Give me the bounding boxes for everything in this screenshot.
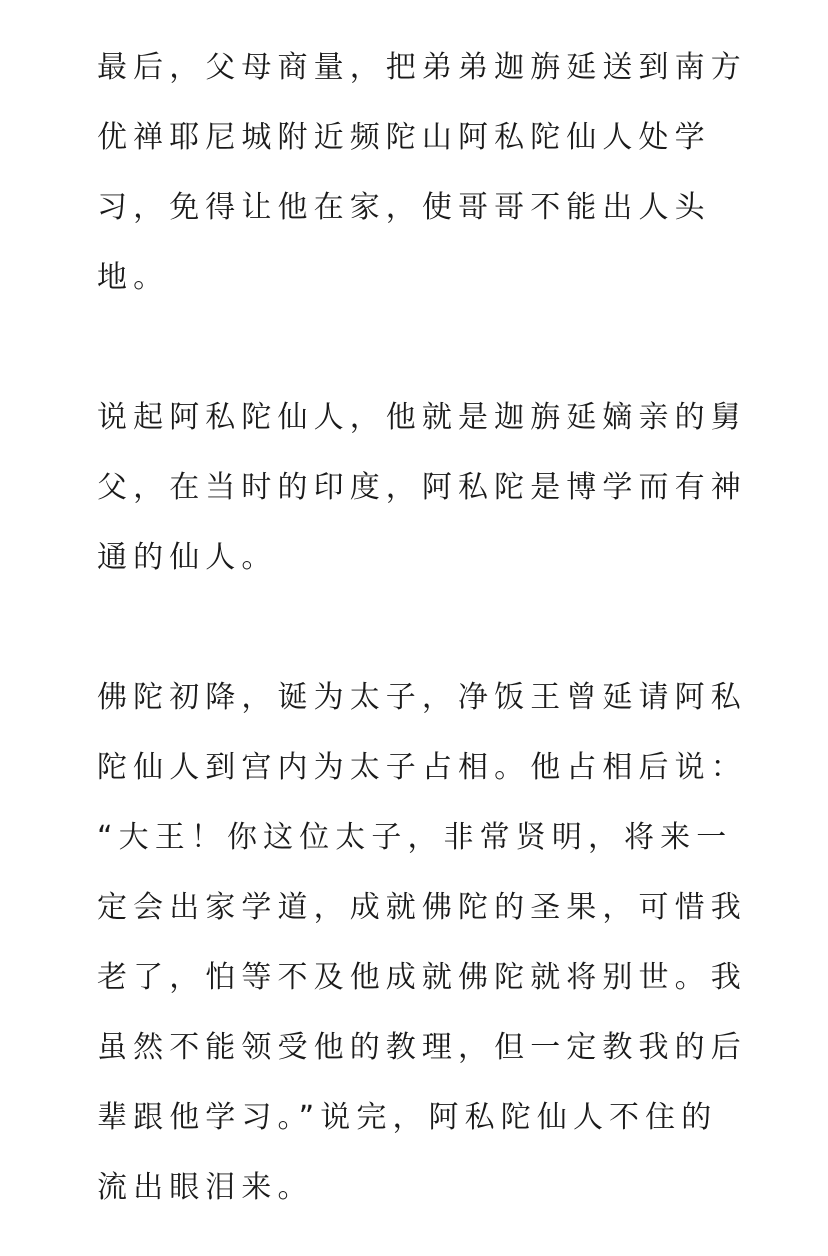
text-line: 地。	[97, 260, 170, 295]
text-line: 通的仙人。	[97, 540, 278, 575]
text-line: 流出眼泪来。	[97, 1170, 314, 1205]
text-line: 父，在当时的印度，阿私陀是博学而有神	[97, 470, 747, 505]
paragraph-3	[97, 663, 747, 1223]
paragraph-spacer	[97, 593, 737, 663]
text-line: 最后，父母商量，把弟弟迦旃延送到南方	[97, 50, 747, 85]
text-line: “大王！你这位太子，非常贤明，将来一	[97, 820, 733, 855]
paragraph-2	[97, 383, 747, 593]
text-line: 虽然不能领受他的教理，但一定教我的后	[97, 1030, 747, 1065]
text-line: 佛陀初降，诞为太子，净饭王曾延请阿私	[97, 680, 747, 715]
paragraph-spacer	[97, 313, 737, 383]
text-line: 老了，怕等不及他成就佛陀就将别世。我	[97, 960, 747, 995]
paragraph-1	[97, 33, 747, 313]
text-line: 定会出家学道，成就佛陀的圣果，可惜我	[97, 890, 747, 925]
text-line: 习，免得让他在家，使哥哥不能出人头	[97, 190, 711, 225]
text-line: 辈跟他学习。”说完，阿私陀仙人不住的	[97, 1100, 718, 1135]
article-body	[97, 33, 747, 1223]
text-line: 陀仙人到宫内为太子占相。他占相后说：	[97, 750, 747, 785]
text-line: 优禅耶尼城附近频陀山阿私陀仙人处学	[97, 120, 711, 155]
text-line: 说起阿私陀仙人，他就是迦旃延嫡亲的舅	[97, 400, 747, 435]
